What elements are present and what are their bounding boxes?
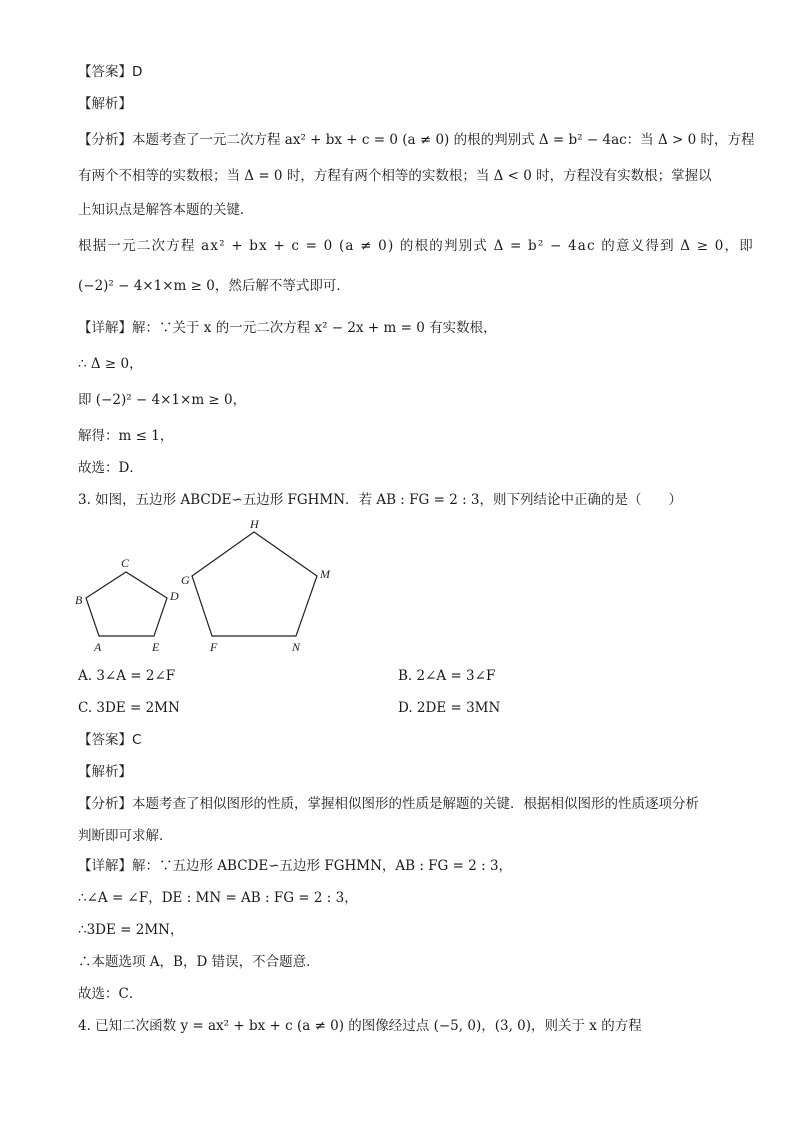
- detail-text-line: ∴ Δ ≥ 0，: [78, 356, 143, 372]
- vertex-label-a: A: [94, 640, 102, 654]
- detail-text-line: 【详解】解：∵关于 x 的一元二次方程 x² − 2x + m = 0 有实数根，: [78, 320, 497, 336]
- detail-text-line: 故选：D．: [78, 460, 143, 476]
- analysis-text-line: (−2)² − 4×1×m ≥ 0，然后解不等式即可．: [78, 278, 350, 294]
- vertex-label-e: E: [152, 640, 160, 654]
- detail-text-line: 解得：m ≤ 1，: [78, 428, 174, 444]
- vertex-label-b: B: [75, 593, 83, 607]
- detail-text-line: 故选：C．: [78, 986, 143, 1002]
- pentagon-fghmn: [192, 532, 317, 636]
- vertex-label-g: G: [181, 573, 190, 587]
- option-b: B. 2∠A = 3∠F: [398, 668, 496, 684]
- detail-text-line: ∴3DE = 2MN，: [78, 922, 184, 938]
- answer-label-q3: 【答案】C: [78, 732, 142, 748]
- analysis-text-line: 判断即可求解．: [78, 828, 173, 844]
- detail-text-line: 即 (−2)² − 4×1×m ≥ 0，: [78, 392, 247, 408]
- analysis-text-line: 上知识点是解答本题的关键．: [78, 202, 254, 218]
- similar-pentagons-figure: [70, 516, 350, 656]
- pentagon-abcde: [86, 572, 167, 636]
- detail-text-line: 【详解】解：∵五边形 ABCDE∽五边形 FGHMN，AB : FG = 2 : 3，: [78, 858, 513, 874]
- detail-text-line: ∴∠A = ∠F，DE : MN = AB : FG = 2 : 3，: [78, 890, 358, 906]
- vertex-label-m: M: [320, 567, 330, 581]
- question-4-stem: 4. 已知二次函数 y = ax² + bx + c (a ≠ 0) 的图像经过点 (−5, 0)，(3, 0)，则关于 x 的方程: [78, 1018, 642, 1034]
- analysis-text-line: 【分析】本题考查了一元二次方程 ax² + bx + c = 0 (a ≠ 0) 的根的判别式 Δ = b² − 4ac：当 Δ > 0 时，方程: [78, 132, 755, 148]
- analysis-text-line: 有两个不相等的实数根；当 Δ = 0 时，方程有两个相等的实数根；当 Δ < 0 时，方程没有实数根；掌握以: [78, 168, 712, 184]
- analysis-text-line: 【分析】本题考查了相似图形的性质，掌握相似图形的性质是解题的关键．根据相似图形的性质逐项分析: [78, 796, 699, 812]
- analysis-heading-q2: 【解析】: [78, 96, 132, 112]
- analysis-heading-q3: 【解析】: [78, 764, 132, 780]
- vertex-label-h: H: [250, 517, 259, 531]
- vertex-label-f: F: [210, 640, 218, 654]
- option-d: D. 2DE = 3MN: [398, 700, 501, 716]
- answer-label-q2: 【答案】D: [78, 64, 143, 80]
- option-c: C. 3DE = 2MN: [78, 700, 180, 716]
- vertex-label-c: C: [121, 556, 130, 570]
- vertex-label-n: N: [292, 640, 301, 654]
- option-a: A. 3∠A = 2∠F: [78, 668, 176, 684]
- question-3-stem: 3. 如图，五边形 ABCDE∽五边形 FGHMN．若 AB : FG = 2 : 3，则下列结论中正确的是（ ）: [78, 492, 682, 508]
- vertex-label-d: D: [170, 589, 179, 603]
- analysis-text-line: 根据一元二次方程 ax² + bx + c = 0 (a ≠ 0) 的根的判别式 Δ = b² − 4ac 的意义得到 Δ ≥ 0，即: [78, 238, 754, 254]
- detail-text-line: ∴本题选项 A，B，D 错误，不合题意．: [78, 954, 320, 970]
